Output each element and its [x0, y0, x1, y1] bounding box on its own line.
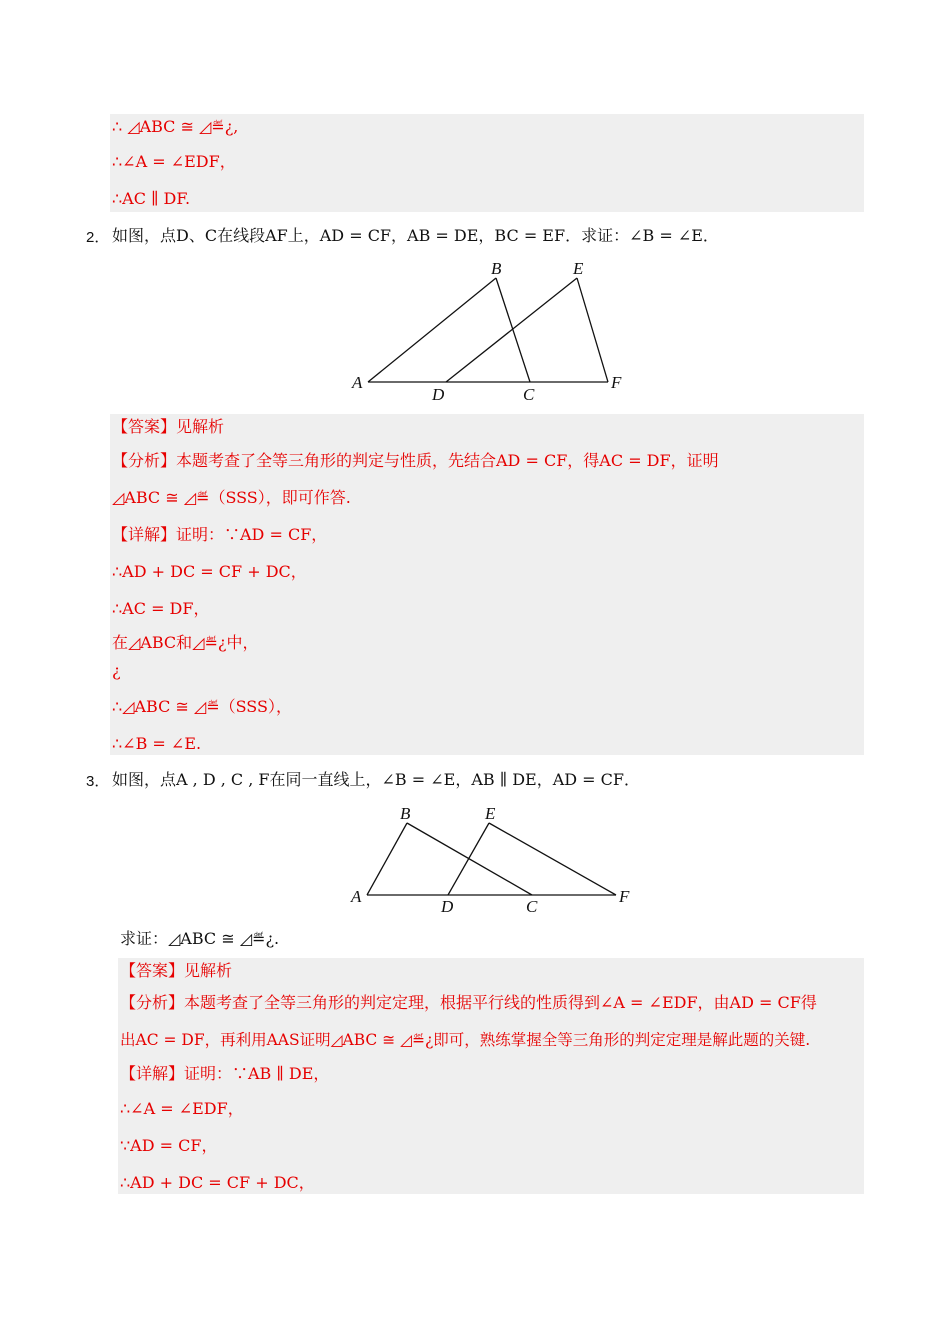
label-A: A: [351, 887, 362, 906]
label-F: F: [611, 373, 622, 392]
segment-DE: [448, 823, 489, 895]
label-D: D: [441, 897, 454, 916]
answer-line: 【答案】见解析: [112, 417, 225, 436]
answer-line: 【答案】见解析: [120, 961, 233, 980]
detail-line: 【详解】证明：∵AB ∥ DE，: [120, 1064, 330, 1083]
analysis-line: 【分析】本题考查了全等三角形的判定与性质，先结合AD = CF，得AC = DF，证明: [112, 451, 719, 470]
solution-line: ∴ ◿ABC ≅ ◿≝¿,: [112, 117, 239, 136]
segment-EF: [489, 823, 616, 895]
analysis-line: 【分析】本题考查了全等三角形的判定定理，根据平行线的性质得到∠A = ∠EDF，由AD = CF得: [120, 993, 817, 1012]
segment-AB: [367, 823, 407, 895]
question-number: 3．: [86, 773, 110, 790]
label-A: A: [352, 373, 363, 392]
detail-line: 【详解】证明：∵AD = CF，: [112, 525, 328, 544]
label-C: C: [523, 385, 535, 404]
question-stem: 如图，点D、C在线段AF上，AD = CF，AB = DE，BC = EF．求证：∠B = ∠E．: [112, 226, 719, 245]
label-E: E: [573, 259, 584, 278]
analysis-line: ◿ABC ≅ ◿≝（SSS），即可作答.: [112, 488, 351, 507]
triangle-figure-q2: [345, 256, 665, 406]
segment-EF: [577, 278, 608, 382]
label-B: B: [491, 259, 502, 278]
detail-line: ∴AC = DF，: [112, 599, 210, 618]
segment-AB: [368, 278, 496, 382]
analysis-line: 出AC = DF，再利用AAS证明◿ABC ≅ ◿≝¿即可，熟练掌握全等三角形的判定定理是解此题的关键.: [120, 1031, 811, 1049]
detail-line: ∴AD + DC = CF + DC，: [120, 1173, 315, 1192]
detail-line: ∴◿ABC ≅ ◿≝（SSS），: [112, 697, 292, 716]
prove-line: 求证：◿ABC ≅ ◿≝¿.: [120, 929, 280, 948]
label-C: C: [526, 897, 538, 916]
detail-line: ∴∠B = ∠E.: [112, 734, 202, 753]
question-number: 2．: [86, 229, 110, 246]
solution-line: ∴∠A = ∠EDF，: [112, 152, 236, 171]
detail-line: ∴AD + DC = CF + DC，: [112, 562, 307, 581]
label-F: F: [619, 887, 630, 906]
segment-BC: [407, 823, 532, 895]
detail-line: ¿: [112, 661, 121, 680]
detail-line: 在◿ABC和◿≝¿中，: [112, 633, 259, 652]
triangle-figure-q3: [345, 800, 645, 918]
question-stem: 如图，点A , D , C , F在同一直线上，∠B = ∠E，AB ∥ DE，AD = CF．: [112, 770, 641, 789]
segment-DE: [446, 278, 577, 382]
label-E: E: [485, 804, 496, 823]
label-B: B: [400, 804, 411, 823]
solution-line: ∴AC ∥ DF.: [112, 189, 191, 208]
segment-BC: [496, 278, 530, 382]
detail-line: ∵AD = CF，: [120, 1136, 218, 1155]
label-D: D: [432, 385, 445, 404]
detail-line: ∴∠A = ∠EDF，: [120, 1099, 244, 1118]
